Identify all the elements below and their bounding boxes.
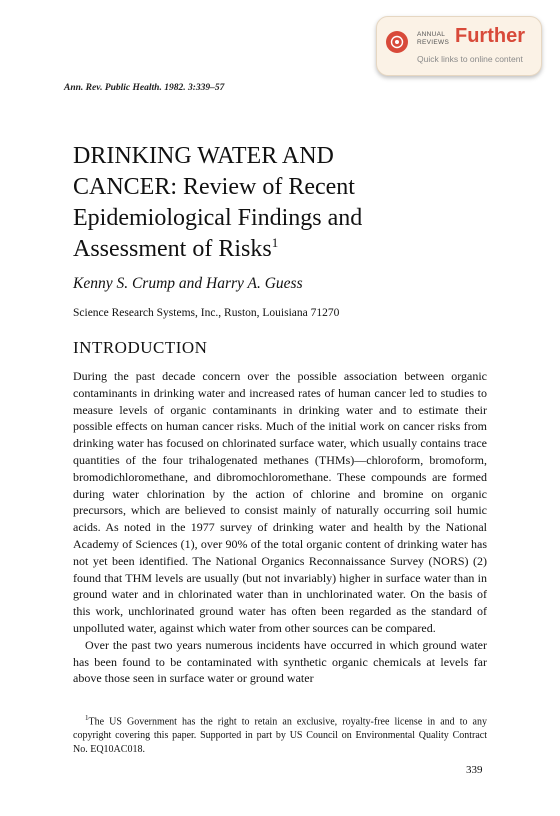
title-line-4 — [73, 234, 493, 265]
title-line-3: Epidemiological Findings and — [73, 205, 363, 231]
badge-brand-text — [417, 31, 453, 47]
title-line-1: DRINKING WATER AND — [73, 143, 334, 169]
badge-brand-line2: REVIEWS — [417, 39, 450, 46]
paragraph-1: During the past decade concern over the possible association between organic contaminants in drinking water and increased rates of human cancer led to studies to measure levels of organic contaminants in drinking water and to estimate their possible effects on human cancer risks. Much of the initial work on cancer risks from drinking water has focused on chlorinated surface water, which usually contains trace quantities of the four trihalogenated methanes (THMs)—chloroform, bromoform, bromodichloromethane, and dibromochloromethane. These compounds are formed during water chlorination by the action of chlorine and bromine on organic precursors, which are believed to consist mainly of naturally occurring soil humic acids. As noted in the 1977 survey of drinking water and health by the National Academy of Sciences (1), over 90% of the total organic content of drinking water has not yet been identified. The National Organics Reconnaissance Survey (NORS) (2) found that THM levels are usually (but not invariably) higher in surface water than in ground water and in chlorinated water than in unchlorinated water. On the basis of this work, unchlorinated ground water has often been regarded as the standard of unpolluted water, against which water from other sources can be compared. — [73, 369, 487, 635]
title-line-4-text: Assessment of Risks — [73, 236, 272, 262]
footnote-text: The US Government has the right to retain an exclusive, royalty-free license in and to any copyright covering this paper. Supported in part by US Council on Environmental Quality Contract No. EQ10AC018. — [73, 716, 487, 755]
badge-subtitle[interactable]: Quick links to online content — [417, 54, 523, 64]
article-title — [73, 141, 493, 265]
further-links-badge[interactable] — [376, 16, 542, 76]
title-line-2: CANCER: Review of Recent — [73, 174, 355, 200]
paragraph-2: Over the past two years numerous incidents have occurred in which ground water has been found to be contaminated with synthetic organic chemicals at levels far above those seen in surface water or ground water — [73, 637, 487, 686]
title-footnote-mark[interactable]: 1 — [271, 235, 279, 250]
affiliation: Science Research Systems, Inc., Ruston, Louisiana 71270 — [73, 307, 340, 319]
body-text — [73, 368, 487, 687]
footnote-mark: 1 — [85, 714, 89, 722]
page-number: 339 — [466, 764, 483, 776]
section-heading-introduction: INTRODUCTION — [73, 338, 208, 357]
footnote — [73, 712, 487, 756]
authors: Kenny S. Crump and Harry A. Guess — [73, 275, 303, 292]
journal-reference: Ann. Rev. Public Health. 1982. 3:339–57 — [64, 83, 225, 93]
annual-reviews-logo-icon — [386, 31, 408, 53]
badge-further-label[interactable]: Further — [455, 25, 525, 47]
badge-brand-line1: ANNUAL — [417, 31, 446, 38]
